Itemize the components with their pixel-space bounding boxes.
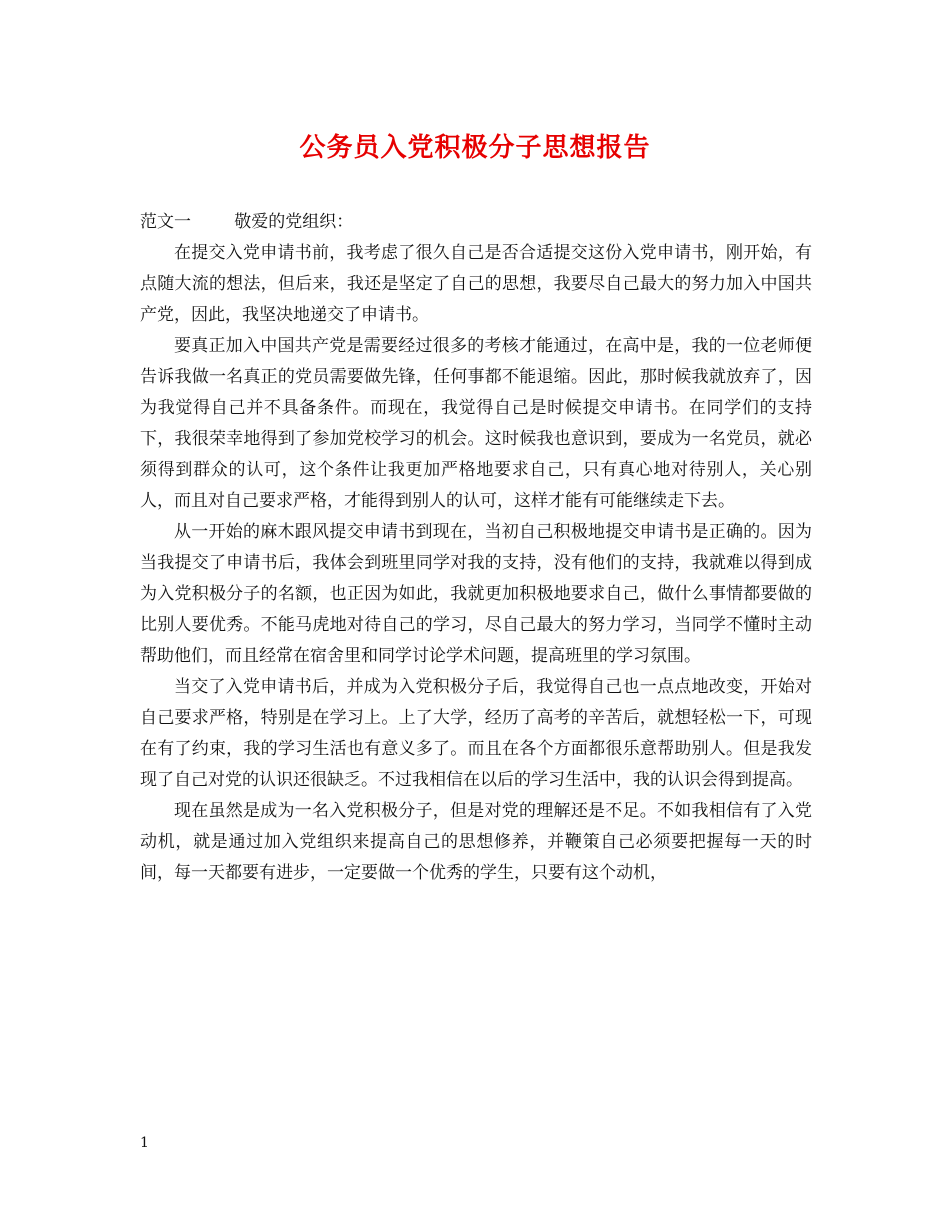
document-title: 公务员入党积极分子思想报告 <box>299 133 651 163</box>
paragraph-3: 从一开始的麻木跟风提交申请书到现在，当初自己积极地提交申请书是正确的。因为当我提交了申请书后，我体会到班里同学对我的支持，没有他们的支持，我就难以得到成为入党积极分子的名额，也正因为如此，我就更加积极地要求自己，做什么事情都要做的比别人要优秀。不能马虎地对待自己的学习，尽自己最大的努力学习，当同学不懂时主动帮助他们，而且经常在宿舍里和同学讨论学术问题，提高班里的学习氛围。 <box>140 522 812 666</box>
paragraph-1: 在提交入党申请书前，我考虑了很久自己是否合适提交这份入党申请书，刚开始，有点随大流的想法，但后来，我还是坚定了自己的思想，我要尽自己最大的努力加入中国共产党，因此，我坚决地递交了申请书。 <box>140 243 812 325</box>
paragraph-5: 现在虽然是成为一名入党积极分子，但是对党的理解还是不足。不如我相信有了入党动机，就是通过加入党组织来提高自己的思想修养，并鞭策自己必须要把握每一天的时间，每一天都要有进步，一定要做一个优秀的学生，只要有这个动机， <box>140 801 812 883</box>
paragraph-2: 要真正加入中国共产党是需要经过很多的考核才能通过，在高中是，我的一位老师便告诉我做一名真正的党员需要做先锋，任何事都不能退缩。因此，那时候我就放弃了，因为我觉得自己并不具备条件。而现在，我觉得自己是时候提交申请书。在同学们的支持下，我很荣幸地得到了参加党校学习的机会。这时候我也意识到，要成为一名党员，就必须得到群众的认可，这个条件让我更加严格地要求自己，只有真心地对待别人，关心别人，而且对自己要求严格，才能得到别人的认可，这样才能有可能继续走下去。 <box>140 336 812 511</box>
opening-label: 范文一 <box>140 212 191 232</box>
opening-line <box>140 207 812 238</box>
document-body <box>140 207 812 889</box>
paragraph-4: 当交了入党申请书后，并成为入党积极分子后，我觉得自己也一点点地改变，开始对自己要求严格，特别是在学习上。上了大学，经历了高考的辛苦后，就想轻松一下，可现在有了约束，我的学习生活也有意义多了。而且在各个方面都很乐意帮助别人。但是我发现了自己对党的认识还很缺乏。不过我相信在以后的学习生活中，我的认识会得到提高。 <box>140 677 812 790</box>
page-number: 1 <box>140 1135 149 1151</box>
salutation: 敬爱的党组织： <box>234 212 354 232</box>
